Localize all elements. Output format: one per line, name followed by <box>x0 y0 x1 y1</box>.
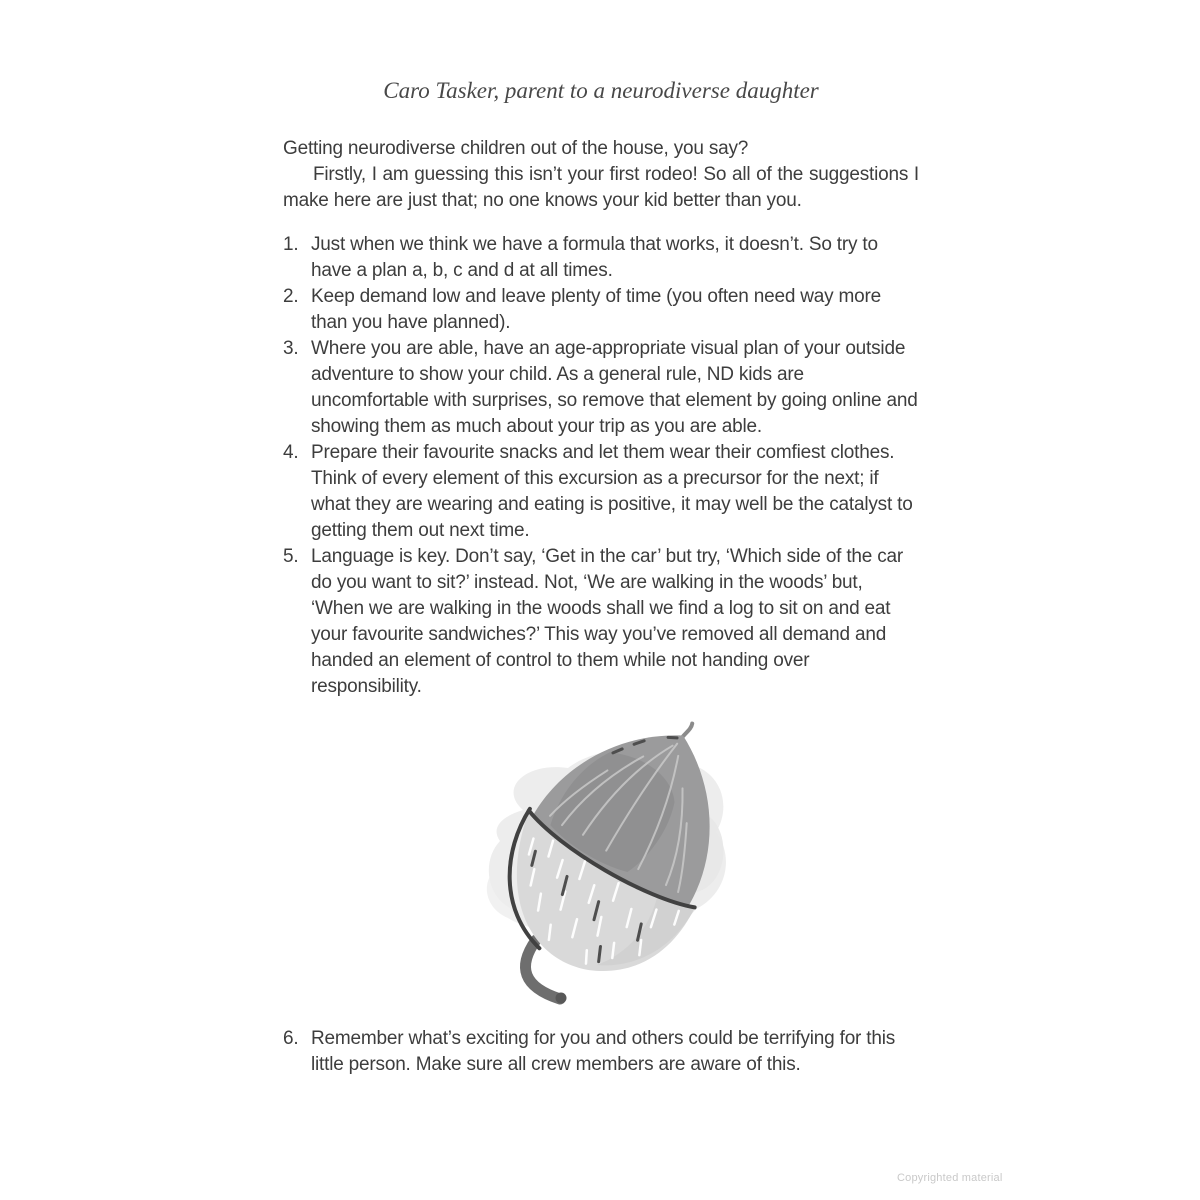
list-item-text: Remember what’s exciting for you and others could be terrifying for this little person. Make sure all crew members are aware of this. <box>311 1028 896 1075</box>
list-item-number: 4. <box>283 442 299 463</box>
text-column <box>283 0 919 1078</box>
list-item <box>283 232 919 284</box>
copyright-watermark: Copyrighted material <box>897 1172 1003 1184</box>
list-item-text: Keep demand low and leave plenty of time (you often need way more than you have planned). <box>311 286 882 333</box>
list-item-number: 6. <box>283 1028 299 1049</box>
intro-paragraph: Firstly, I am guessing this isn’t your first rodeo! So all of the suggestions I make here are just that; no one knows your kid better than you. <box>283 164 919 211</box>
list-item-number: 3. <box>283 338 299 359</box>
list-item <box>283 336 919 440</box>
intro-opening-line: Getting neurodiverse children out of the house, you say? <box>283 138 749 159</box>
list-item <box>283 1026 919 1078</box>
list-item-text: Just when we think we have a formula that works, it doesn’t. So try to have a plan a, b, c and d at all times. <box>311 234 878 281</box>
list-item-text: Prepare their favourite snacks and let them wear their comfiest clothes. Think of every element of this excursion as a precursor for the next; if what they are wearing and eating is positive, it may well be the catalyst to getting them out next time. <box>311 442 913 541</box>
attribution-heading: Caro Tasker, parent to a neurodiverse daughter <box>383 78 819 103</box>
numbered-list <box>283 232 919 1078</box>
acorn-illustration <box>463 720 753 1010</box>
list-item-number: 1. <box>283 234 299 255</box>
list-item <box>283 544 919 700</box>
list-item <box>283 440 919 544</box>
illustration-container <box>463 720 753 1010</box>
list-item-number: 5. <box>283 546 299 567</box>
list-item-text: Where you are able, have an age-appropriate visual plan of your outside adventure to show your child. As a general rule, ND kids are uncomfortable with surprises, so remove that element by going online and showing them as much about your trip as you are able. <box>311 338 918 437</box>
intro-section <box>283 136 919 214</box>
list-item-text: Language is key. Don’t say, ‘Get in the car’ but try, ‘Which side of the car do you want to sit?’ instead. Not, ‘We are walking in the woods’ but, ‘When we are walking in the woods shall we find a log to sit on and eat your favourite sandwiches?’ This way you’ve removed all demand and handed an element of control to them while not handing over responsibility. <box>311 546 904 697</box>
list-item <box>283 284 919 336</box>
list-item-number: 2. <box>283 286 299 307</box>
